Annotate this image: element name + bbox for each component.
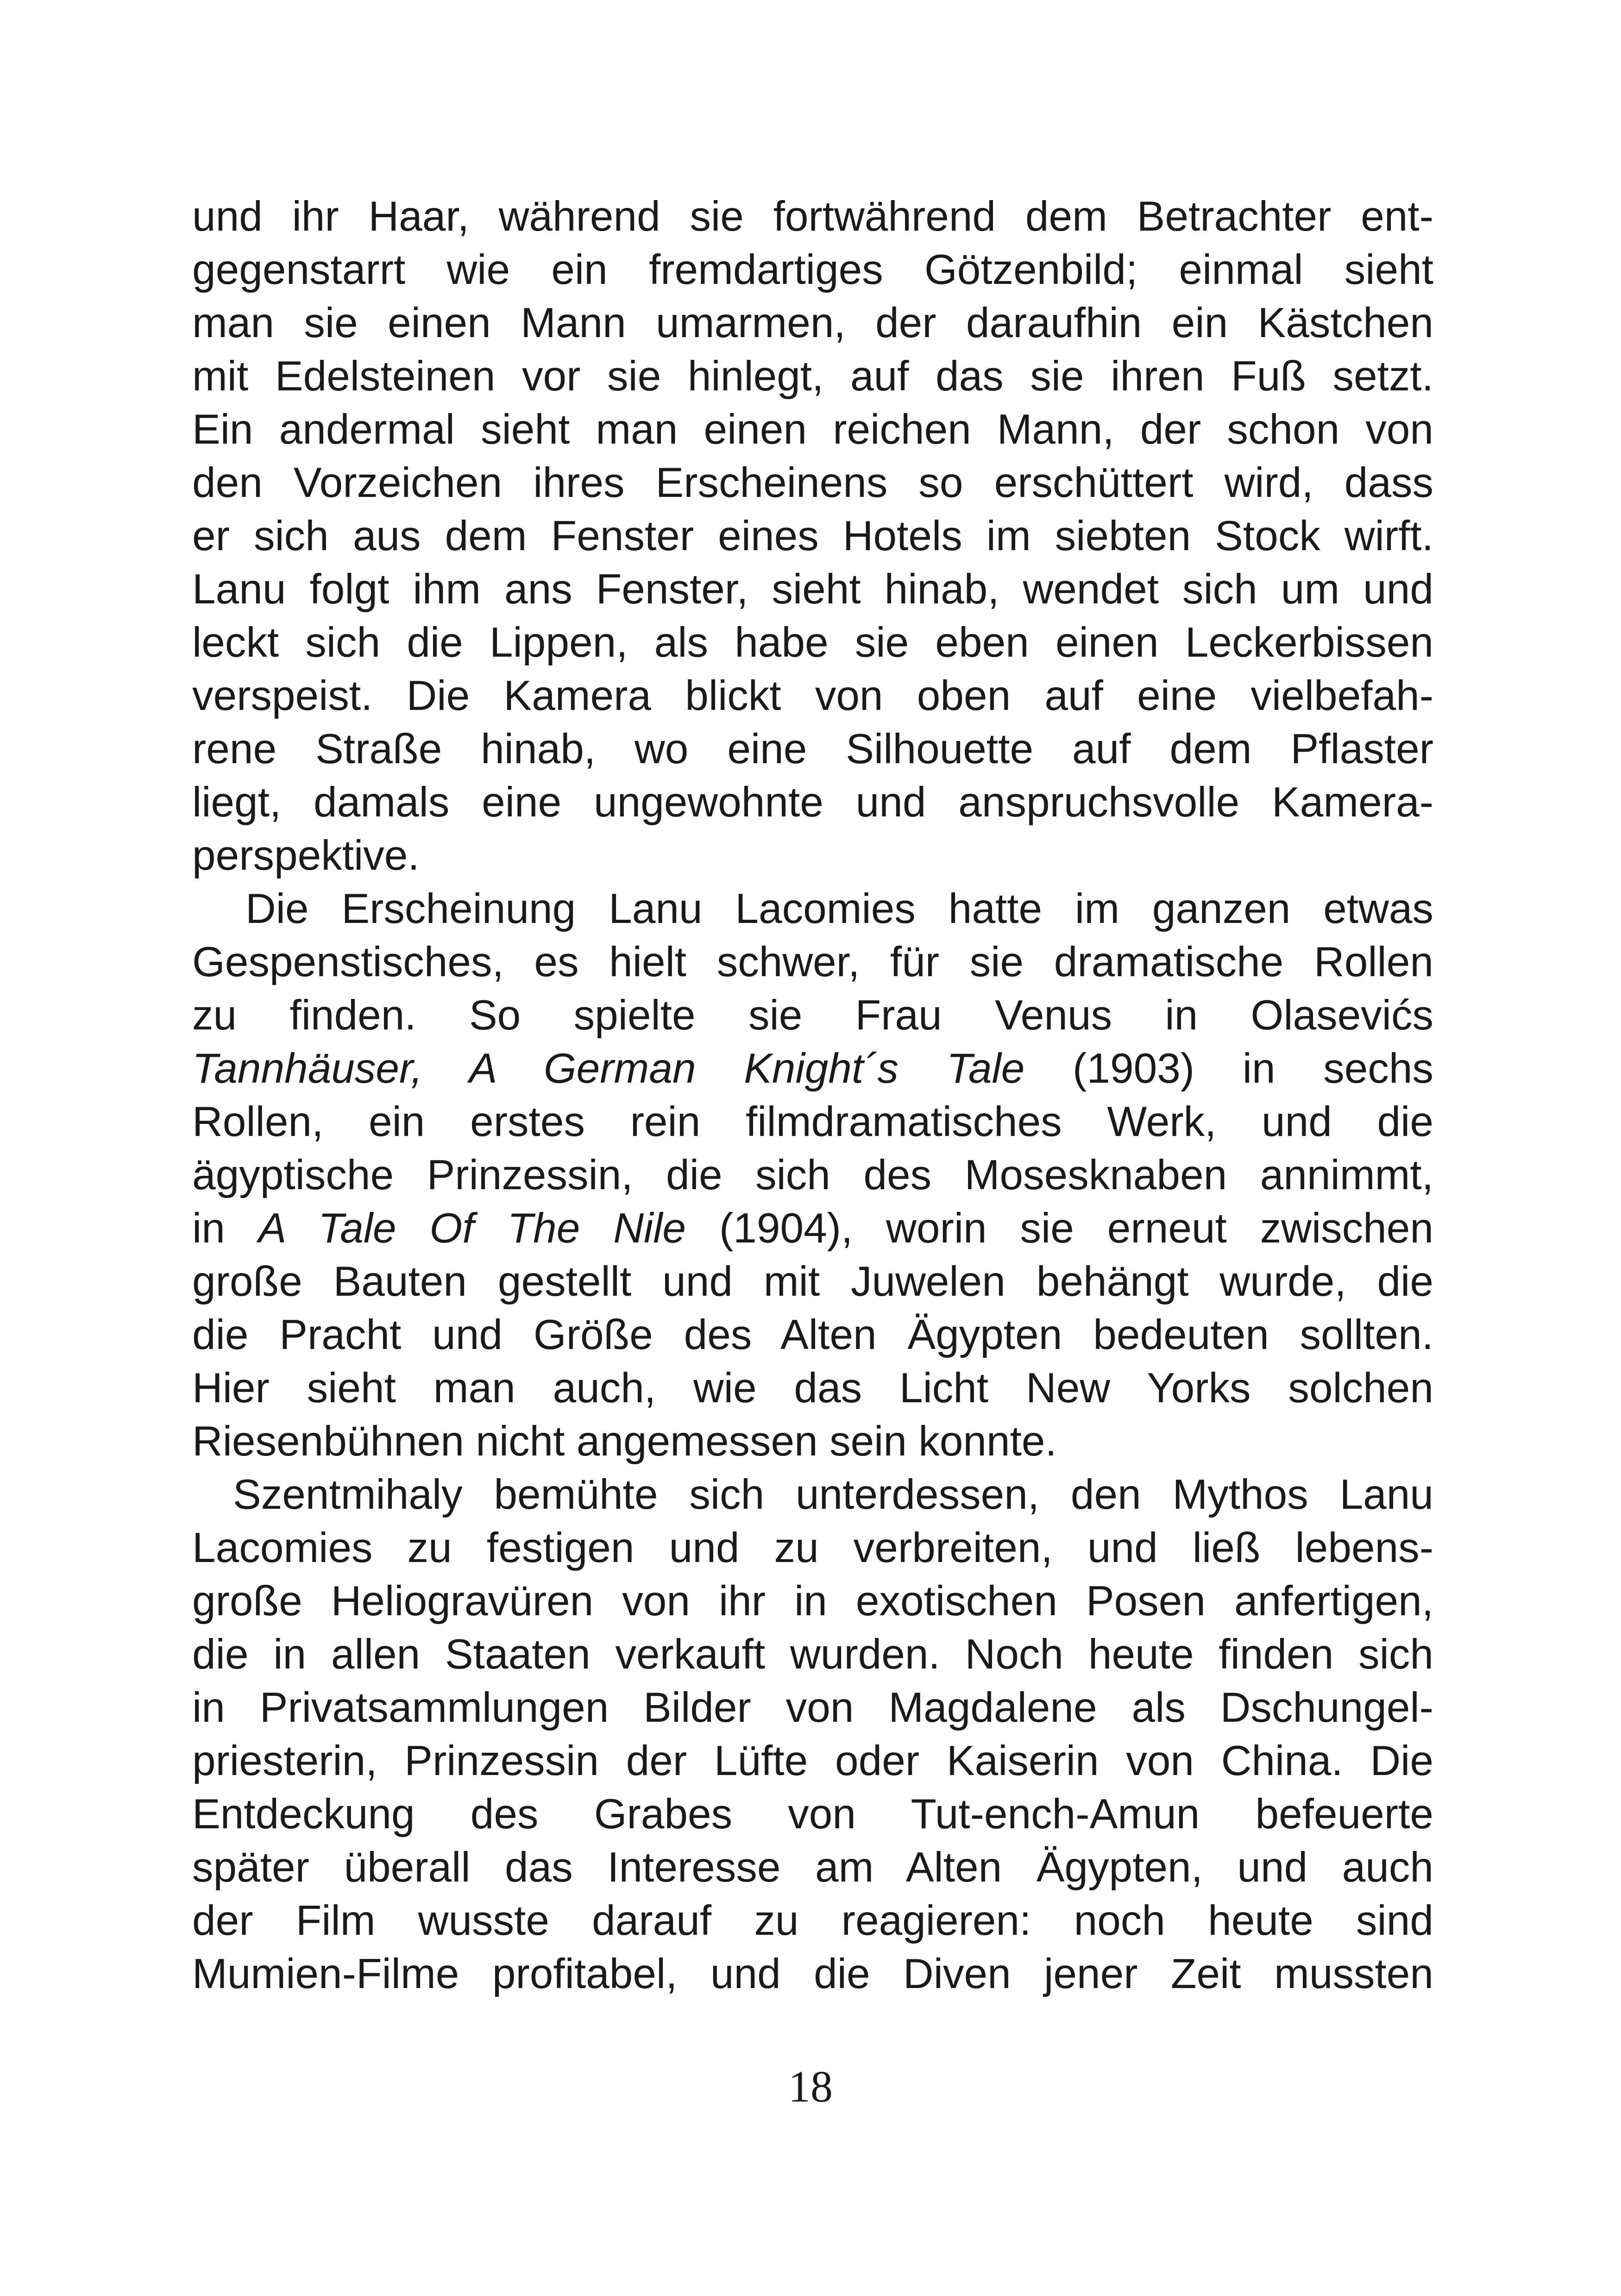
text-line: Mumien-Filme profitabel, und die Diven jener Zeit mussten: [192, 1951, 1433, 1997]
text-line: Gespenstisches, es hielt schwer, für sie dramatische Rollen: [192, 939, 1433, 985]
page-number: 18: [788, 2062, 833, 2111]
text-line: [192, 1202, 1433, 1255]
text-line: [192, 1042, 1433, 1095]
text-line: perspektive.: [192, 832, 420, 879]
text-line: priesterin, Prinzessin der Lüfte oder Kaiserin von China. Die: [192, 1738, 1433, 1784]
text-span: (1904), worin sie erneut zwischen: [686, 1205, 1433, 1252]
text-line: er sich aus dem Fenster eines Hotels im siebten Stock wirft.: [192, 513, 1433, 559]
text-line: Ein andermal sieht man einen reichen Mann, der schon von: [192, 406, 1433, 453]
text-line: später überall das Interesse am Alten Ägypten, und auch: [192, 1844, 1433, 1891]
paragraph-2: [192, 882, 1433, 1468]
text-line: und ihr Haar, während sie fortwährend dem Betrachter ent-: [192, 193, 1433, 240]
text-line: Lanu folgt ihm ans Fenster, sieht hinab, wendet sich um und: [192, 566, 1433, 613]
text-line: zu finden. So spielte sie Frau Venus in Olasevićs: [192, 992, 1433, 1039]
text-line: die Pracht und Größe des Alten Ägypten bedeuten sollten.: [192, 1311, 1433, 1358]
text-span: (1903) in sechs: [1024, 1045, 1433, 1092]
text-line: in Privatsammlungen Bilder von Magdalene als Dschungel-: [192, 1684, 1433, 1731]
text-line: verspeist. Die Kamera blickt von oben auf eine vielbefah-: [192, 672, 1433, 719]
text-line: mit Edelsteinen vor sie hinlegt, auf das sie ihren Fuß setzt.: [192, 353, 1433, 400]
text-line: Riesenbühnen nicht angemessen sein konnte.: [192, 1418, 1057, 1465]
text-line: Die Erscheinung Lanu Lacomies hatte im ganzen etwas: [245, 885, 1433, 932]
text-line: gegenstarrt wie ein fremdartiges Götzenbild; einmal sieht: [192, 246, 1433, 293]
text-line: ägyptische Prinzessin, die sich des Mosesknaben annimmt,: [192, 1152, 1433, 1198]
film-title: A Tale Of The Nile: [258, 1205, 686, 1252]
paragraph-3: [192, 1468, 1433, 2001]
text-line: große Heliogravüren von ihr in exotischen Posen anfertigen,: [192, 1578, 1433, 1625]
text-line: der Film wusste darauf zu reagieren: noch heute sind: [192, 1897, 1433, 1944]
film-title: Tannhäuser, A German Knight´s Tale: [192, 1045, 1025, 1092]
text-span: in: [192, 1205, 258, 1252]
text-line: Entdeckung des Grabes von Tut-ench-Amun befeuerte: [192, 1791, 1433, 1838]
text-line: Lacomies zu festigen und zu verbreiten, und ließ lebens-: [192, 1524, 1433, 1571]
text-line: Rollen, ein erstes rein filmdramatisches Werk, und die: [192, 1098, 1433, 1145]
text-line: Hier sieht man auch, wie das Licht New Yorks solchen: [192, 1365, 1433, 1411]
body-text: [192, 190, 1433, 2001]
text-line: liegt, damals eine ungewohnte und anspruchsvolle Kamera-: [192, 779, 1433, 826]
text-line: große Bauten gestellt und mit Juwelen behängt wurde, die: [192, 1258, 1433, 1305]
text-line: den Vorzeichen ihres Erscheinens so erschüttert wird, dass: [192, 459, 1433, 506]
text-line: man sie einen Mann umarmen, der daraufhin ein Kästchen: [192, 300, 1433, 346]
text-line: Szentmihaly bemühte sich unterdessen, den Mythos Lanu: [233, 1471, 1433, 1518]
paragraph-1: [192, 190, 1433, 882]
text-line: die in allen Staaten verkauft wurden. Noch heute finden sich: [192, 1631, 1433, 1678]
text-line: rene Straße hinab, wo eine Silhouette auf dem Pflaster: [192, 726, 1433, 772]
text-line: leckt sich die Lippen, als habe sie eben einen Leckerbissen: [192, 619, 1433, 666]
